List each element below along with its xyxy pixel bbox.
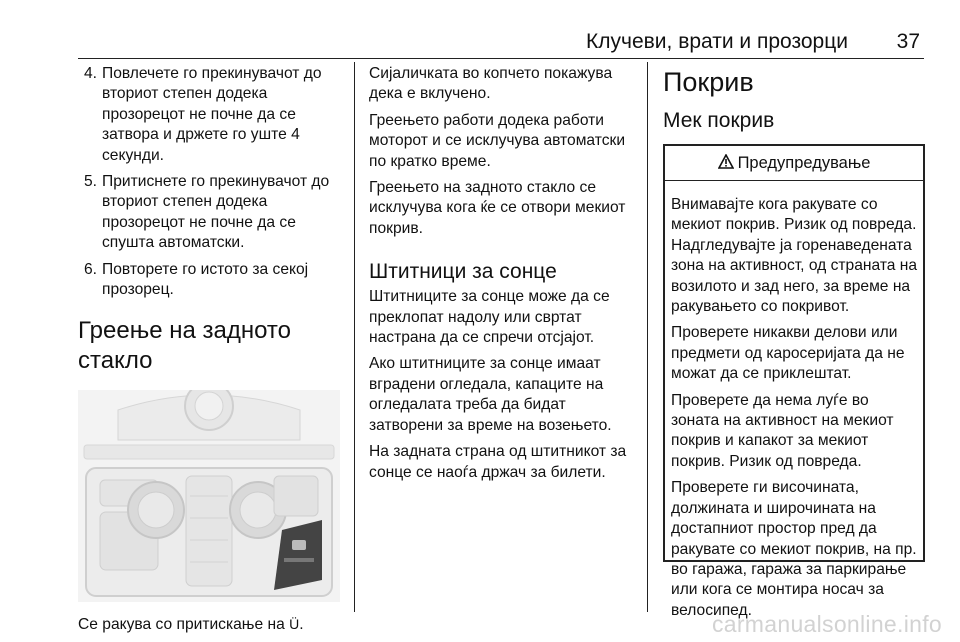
header-rule — [78, 58, 924, 59]
paragraph: Штитниците за сонце може да се преклопат надолу или свртат настрана да се спречи отсјајот. — [369, 288, 610, 347]
step-number: 4. — [84, 65, 98, 82]
column-divider-2 — [647, 62, 648, 612]
watermark: carmanualsonline.info — [711, 611, 942, 637]
paragraph: На задната страна од штитникот за сонце се наоѓа држач за билети. — [369, 443, 627, 481]
warning-body — [665, 181, 923, 621]
warning-box — [663, 144, 925, 619]
paragraph: Проверете да нема луѓе во зоната на активност на мекиот покрив и капакот за мекиот покрив. Ризик од повреда. — [671, 391, 894, 470]
paragraph: Греењето на задното стакло се исклучува кога ќе се отвори мекиот покрив. — [369, 179, 626, 237]
column-2 — [369, 64, 635, 489]
section-heading-sun-visors: Штитници за сонце — [369, 260, 557, 284]
paragraph: Ако штитниците за сонце имаат вградени огледала, капаците на огледалата треба да бидат затворени за време на возењето. — [369, 355, 612, 434]
climate-control-panel-illustration — [78, 390, 340, 602]
column-3 — [663, 64, 925, 619]
section-heading-rear-defrost: Греење на задното стакло — [78, 317, 291, 375]
step-number: 5. — [84, 173, 98, 191]
caption-text: Се ракува со притискање на — [78, 616, 285, 634]
paragraph: Греењето работи додека работи моторот и се исклучува автоматски по кратко време. — [369, 111, 626, 170]
subsection-heading-soft-roof: Мек покрив — [663, 109, 775, 132]
list-item — [78, 64, 340, 166]
warning-title: Предупредување — [737, 154, 871, 172]
step-text: Притиснете го прекинувачот до вториот степен додека прозорецот не почне да се спушта автоматски. — [102, 173, 330, 252]
paragraph: Проверете ги височината, должината и широчината на достапниот простор пред да ракувате со мекиот покрив, на пр. во гаража, гаража за паркирање или кога се монтира носач за велосипед. — [671, 479, 917, 619]
page-header — [0, 0, 960, 62]
section-title: Клучеви, врати и прозорци — [586, 30, 848, 53]
warning-header — [665, 146, 923, 181]
rear-defrost-icon: Ü — [289, 616, 300, 633]
column-1 — [78, 64, 340, 636]
step-number: 6. — [84, 260, 98, 278]
paragraph: Проверете никакви делови или предмети од каросеријата да не можат да се приклештат. — [671, 324, 905, 383]
column-divider-1 — [354, 62, 355, 612]
page-number: 37 — [896, 30, 920, 53]
figure-caption — [78, 614, 340, 635]
step-text: Повторете го истото за секој прозорец. — [102, 260, 309, 299]
list-item — [78, 260, 340, 301]
paragraph: Внимавајте кога ракувате со мекиот покрив. Ризик од повреда. Надгледувајте ја горенаведената зона на активност, од страната на возилото и зад него, за време на ракувањето со покривот. — [671, 196, 918, 316]
caption-end: . — [299, 616, 304, 634]
section-heading-roof: Покрив — [663, 67, 754, 97]
paragraph: Сијаличката во копчето покажува дека е вклучено. — [369, 65, 613, 103]
step-text: Повлечете го прекинувачот до вториот степен додека прозорецот не почне да се затвора и држете го уште 4 секунди. — [102, 65, 322, 164]
warning-triangle-icon — [718, 147, 734, 181]
steps-list — [78, 64, 340, 300]
list-item — [78, 172, 340, 254]
